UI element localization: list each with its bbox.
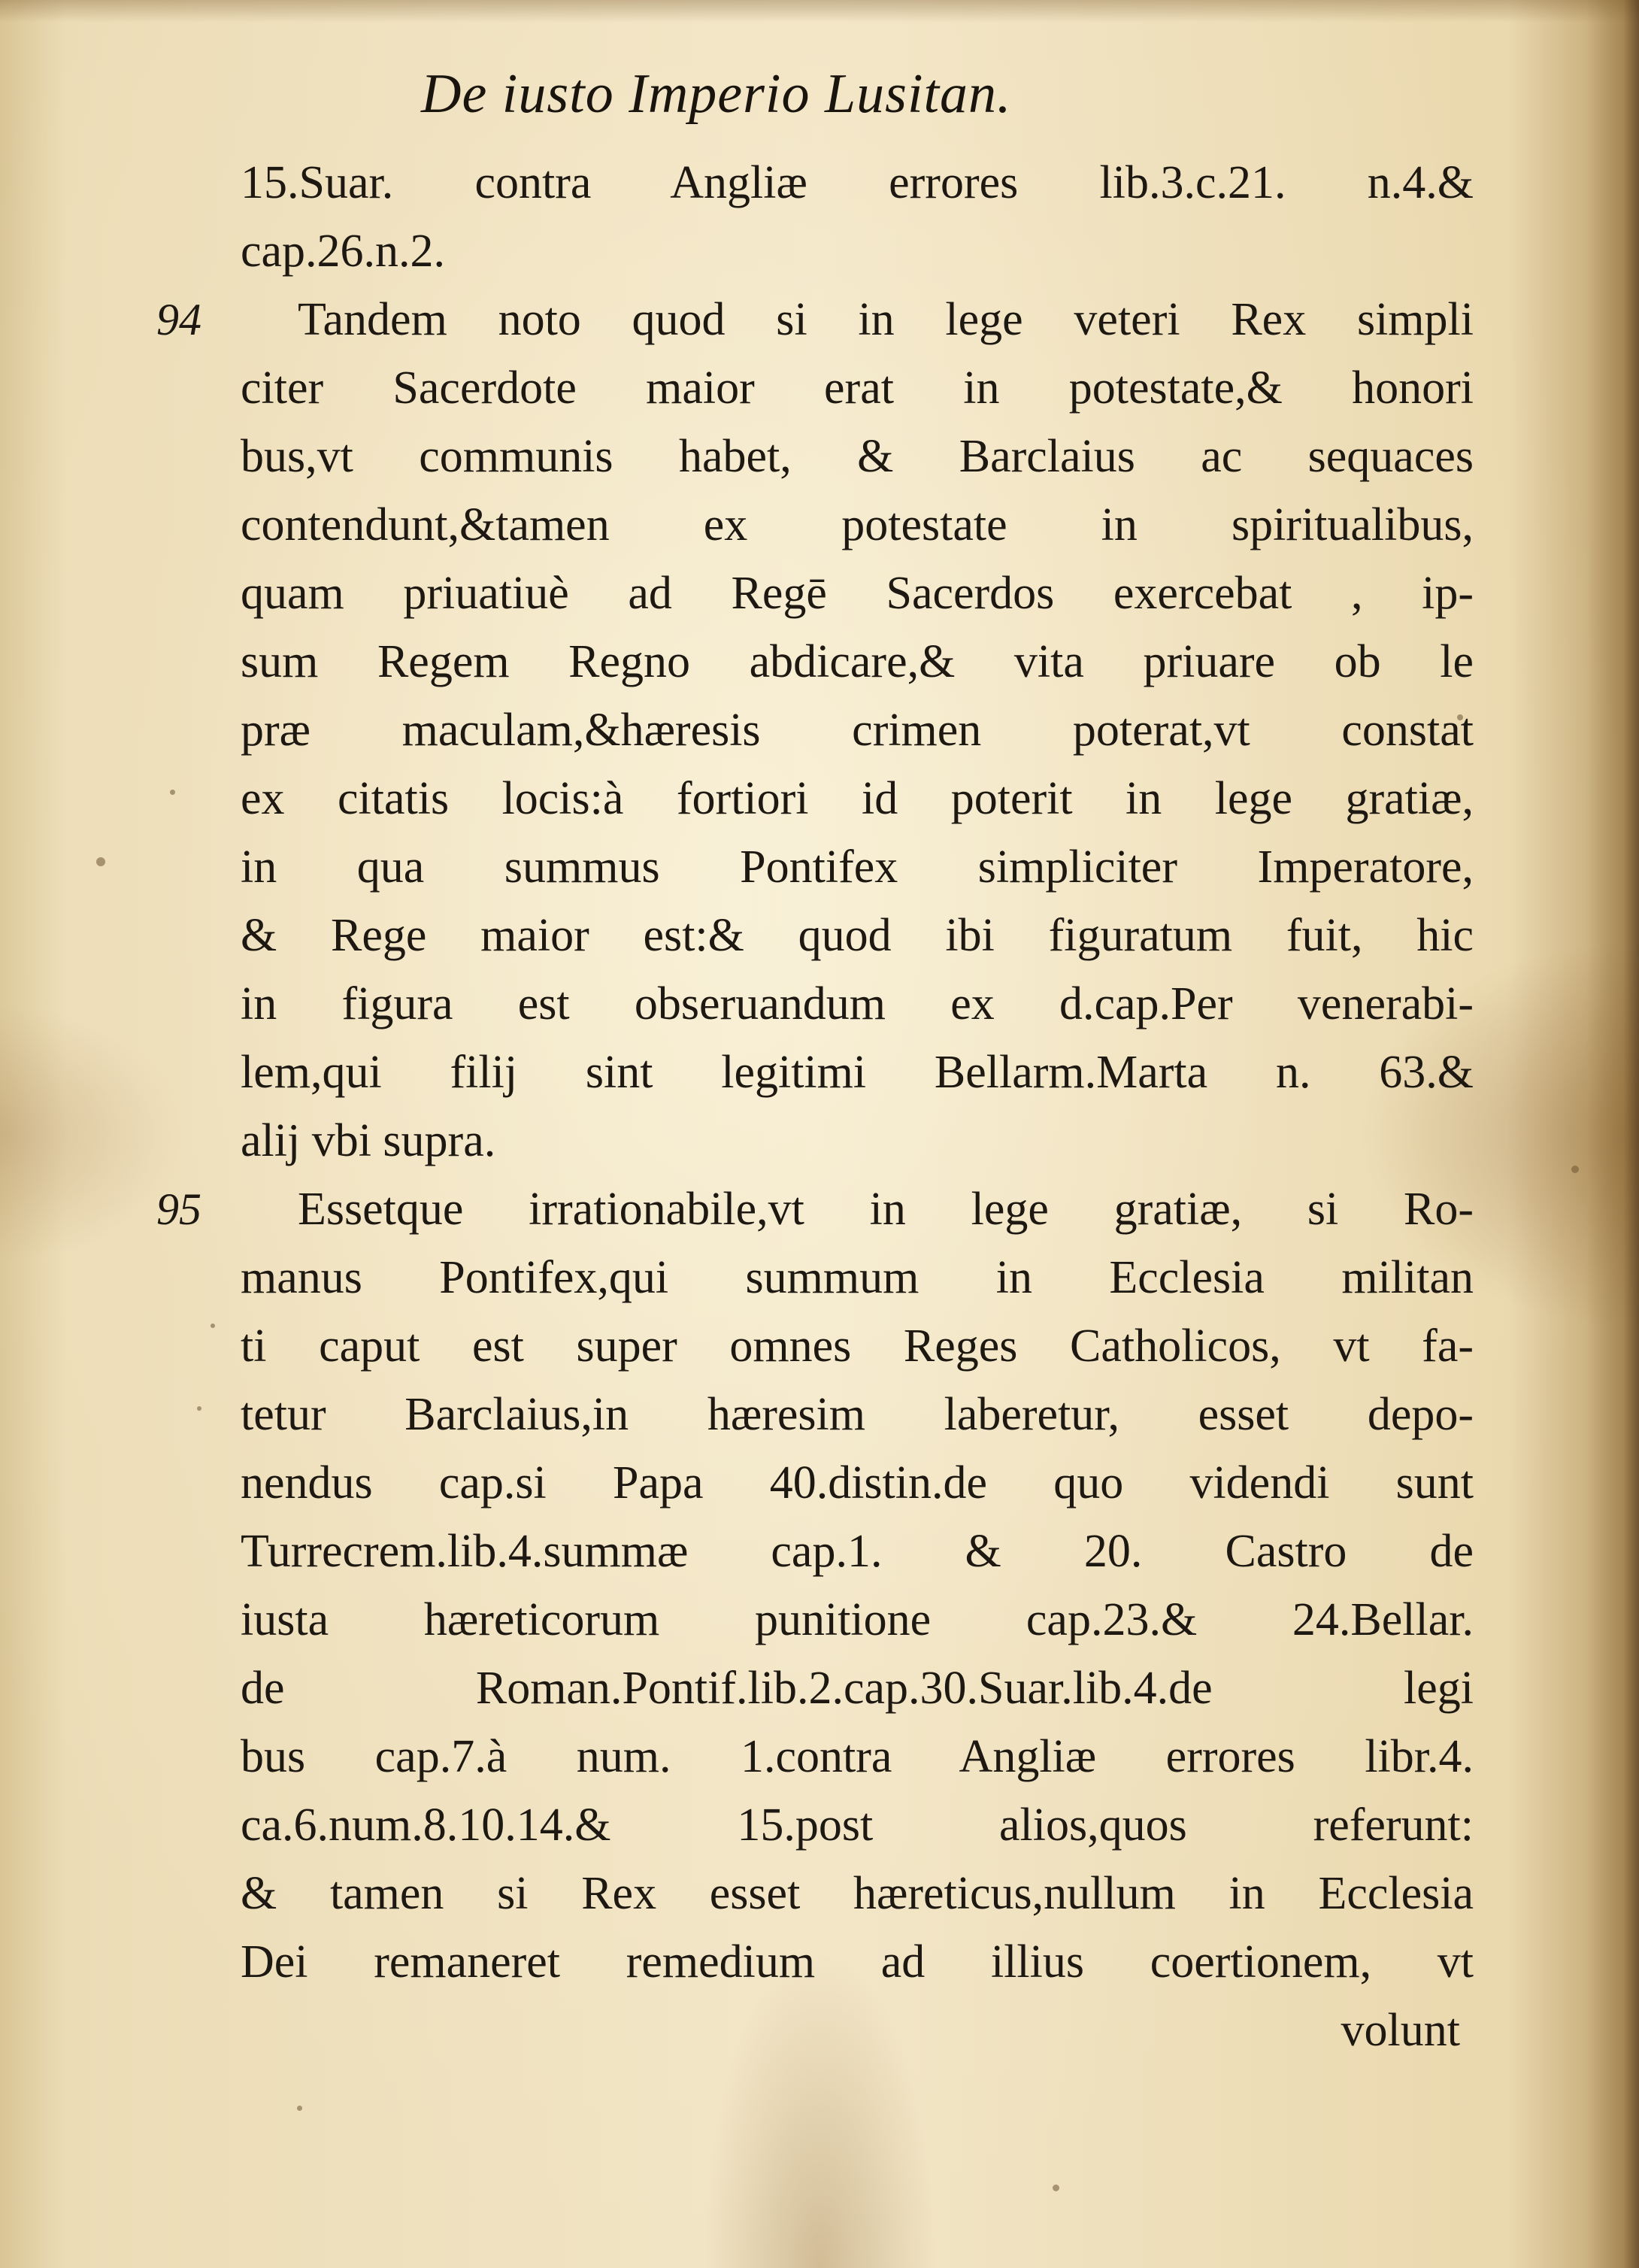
text-line: de Roman.Pontif.lib.2.cap.30.Suar.lib.4.de legi xyxy=(241,1663,1474,1714)
paper-speck xyxy=(297,2106,302,2111)
paper-speck xyxy=(211,1324,215,1328)
text-line xyxy=(156,286,1474,354)
paper-speck xyxy=(197,1406,201,1411)
running-head: De iusto Imperio Lusitan. xyxy=(421,63,1012,125)
text-line: sum Regem Regno abdicare,& vita priuare ob le xyxy=(241,636,1474,687)
text-line: cap.26.n.2. xyxy=(241,226,446,277)
paper-speck xyxy=(96,857,105,866)
text-line: bus,vt communis habet, & Barclaius ac sequaces xyxy=(241,431,1474,482)
text-line: bus cap.7.à num. 1.contra Angliæ errores libr.4. xyxy=(241,1731,1474,1782)
text-line: quam priuatiuè ad Regē Sacerdos exercebat , ip- xyxy=(241,568,1474,619)
text-line: 15.Suar. contra Angliæ errores lib.3.c.21. n.4.& xyxy=(241,157,1474,208)
text-line: præ maculam,&hæresis crimen poterat,vt constat xyxy=(241,705,1474,756)
text-line-content: Essetque irrationabile,vt in lege gratiæ, si Ro- xyxy=(298,1184,1474,1235)
paragraph-number: 95 xyxy=(156,1184,201,1234)
catchword: volunt xyxy=(1341,2005,1460,2056)
text-line: ca.6.num.8.10.14.& 15.post alios,quos referunt: xyxy=(241,1800,1474,1851)
text-line: in qua summus Pontifex simpliciter Imperatore, xyxy=(241,841,1474,893)
text-line xyxy=(156,1175,1474,1244)
paper-speck xyxy=(170,790,175,795)
text-line: tetur Barclaius,in hæresim laberetur, esset depo- xyxy=(241,1389,1474,1440)
body-text xyxy=(156,149,1474,2065)
top-edge-shadow xyxy=(0,0,1639,23)
text-line: ti caput est super omnes Reges Catholicos, vt fa- xyxy=(241,1320,1474,1372)
right-edge-shadow xyxy=(1586,0,1639,2268)
text-line: & Rege maior est:& quod ibi figuratum fuit, hic xyxy=(241,910,1474,961)
paragraph-94 xyxy=(156,286,1474,1175)
paper-speck xyxy=(1053,2185,1059,2191)
paragraph-95 xyxy=(156,1175,1474,1997)
text-line: alij vbi supra. xyxy=(241,1115,496,1166)
text-line-content: Tandem noto quod si in lege veteri Rex simpli xyxy=(298,294,1474,345)
text-line: manus Pontifex,qui summum in Ecclesia militan xyxy=(241,1252,1474,1303)
text-line: Turrecrem.lib.4.summæ cap.1. & 20. Castro de xyxy=(241,1526,1474,1577)
text-line: Dei remaneret remedium ad illius coertionem, vt xyxy=(241,1936,1474,1988)
paragraph-continuation xyxy=(241,149,1474,286)
paper-speck xyxy=(1571,1166,1579,1173)
text-line: iusta hæreticorum punitione cap.23.& 24.Bellar. xyxy=(241,1594,1474,1645)
text-line: nendus cap.si Papa 40.distin.de quo videndi sunt xyxy=(241,1457,1474,1508)
text-line: contendunt,&tamen ex potestate in spiritualibus, xyxy=(241,499,1474,550)
text-line: ex citatis locis:à fortiori id poterit in lege gratiæ, xyxy=(241,773,1474,824)
paragraph-number: 94 xyxy=(156,295,201,344)
text-line: citer Sacerdote maior erat in potestate,& honori xyxy=(241,362,1474,414)
text-line: & tamen si Rex esset hæreticus,nullum in Ecclesia xyxy=(241,1868,1474,1919)
text-line: in figura est obseruandum ex d.cap.Per venerabi- xyxy=(241,978,1474,1029)
text-line: lem,qui filij sint legitimi Bellarm.Marta n. 63.& xyxy=(241,1047,1474,1098)
